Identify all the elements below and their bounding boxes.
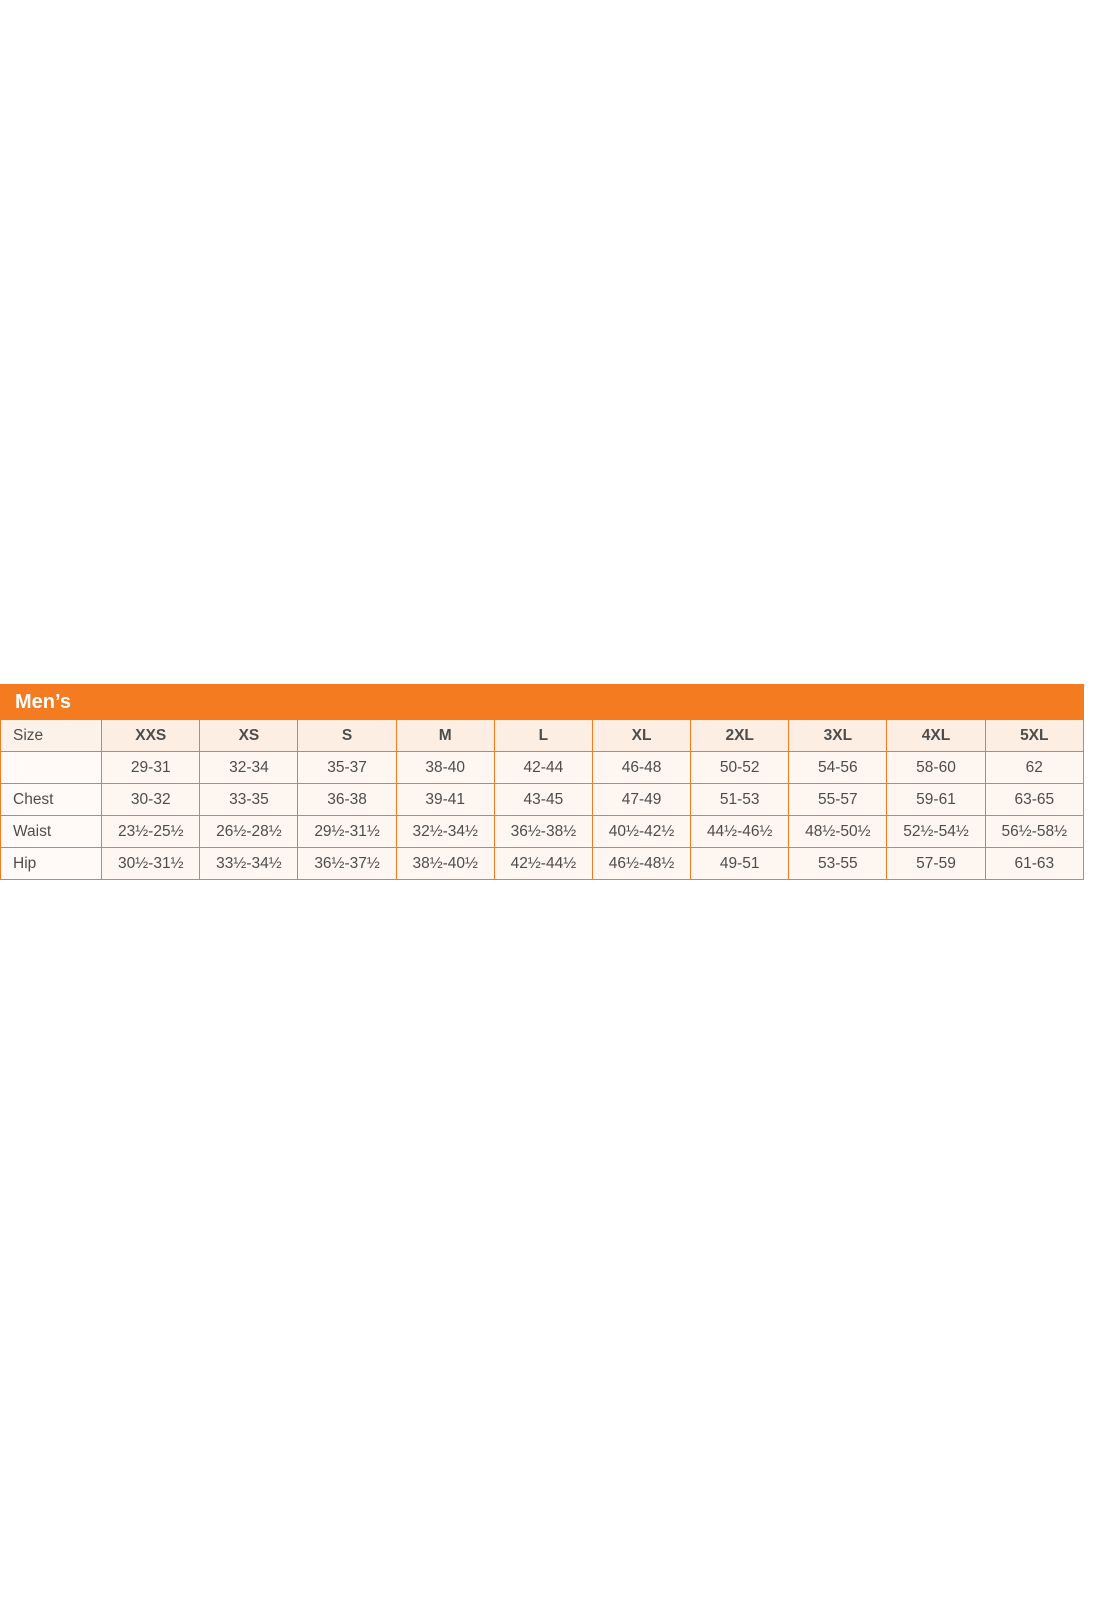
table-cell: 54-56 xyxy=(789,752,887,784)
table-cell: 38-40 xyxy=(396,752,494,784)
header-size-3xl: 3XL xyxy=(789,720,887,752)
table-cell: 35-37 xyxy=(298,752,396,784)
mens-size-chart-table xyxy=(0,684,1084,880)
table-cell: 49-51 xyxy=(691,848,789,880)
row-label xyxy=(1,752,102,784)
row-label: Waist xyxy=(1,816,102,848)
row-label: Hip xyxy=(1,848,102,880)
header-size-2xl: 2XL xyxy=(691,720,789,752)
table-cell: 46½-48½ xyxy=(592,848,690,880)
table-cell: 29-31 xyxy=(102,752,200,784)
table-cell: 32½-34½ xyxy=(396,816,494,848)
table-cell: 44½-46½ xyxy=(691,816,789,848)
header-size-s: S xyxy=(298,720,396,752)
table-cell: 56½-58½ xyxy=(985,816,1083,848)
table-cell: 63-65 xyxy=(985,784,1083,816)
table-title: Men’s xyxy=(1,685,1084,720)
table-cell: 52½-54½ xyxy=(887,816,985,848)
table-cell: 48½-50½ xyxy=(789,816,887,848)
table-cell: 43-45 xyxy=(494,784,592,816)
table-cell: 46-48 xyxy=(592,752,690,784)
table-cell: 38½-40½ xyxy=(396,848,494,880)
table-cell: 26½-28½ xyxy=(200,816,298,848)
table-cell: 40½-42½ xyxy=(592,816,690,848)
table-cell: 55-57 xyxy=(789,784,887,816)
table-row xyxy=(1,784,1084,816)
table-cell: 61-63 xyxy=(985,848,1083,880)
table-cell: 32-34 xyxy=(200,752,298,784)
table-cell: 30-32 xyxy=(102,784,200,816)
table-cell: 36½-38½ xyxy=(494,816,592,848)
table-cell: 42½-44½ xyxy=(494,848,592,880)
table-cell: 30½-31½ xyxy=(102,848,200,880)
table-cell: 59-61 xyxy=(887,784,985,816)
table-cell: 58-60 xyxy=(887,752,985,784)
table-cell: 62 xyxy=(985,752,1083,784)
table-cell: 53-55 xyxy=(789,848,887,880)
header-size-l: L xyxy=(494,720,592,752)
table-cell: 36½-37½ xyxy=(298,848,396,880)
table-cell: 47-49 xyxy=(592,784,690,816)
table-cell: 42-44 xyxy=(494,752,592,784)
table-cell: 33-35 xyxy=(200,784,298,816)
header-size-m: M xyxy=(396,720,494,752)
table-cell: 36-38 xyxy=(298,784,396,816)
header-size-xl: XL xyxy=(592,720,690,752)
table-cell: 50-52 xyxy=(691,752,789,784)
row-label: Chest xyxy=(1,784,102,816)
header-corner-label: Size xyxy=(1,720,102,752)
table-row xyxy=(1,816,1084,848)
table-cell: 39-41 xyxy=(396,784,494,816)
table-title-row xyxy=(1,685,1084,720)
header-size-4xl: 4XL xyxy=(887,720,985,752)
table-cell: 57-59 xyxy=(887,848,985,880)
header-size-xxs: XXS xyxy=(102,720,200,752)
table-row xyxy=(1,848,1084,880)
header-size-5xl: 5XL xyxy=(985,720,1083,752)
table-header-row xyxy=(1,720,1084,752)
size-chart-container xyxy=(0,684,1084,880)
table-row xyxy=(1,752,1084,784)
table-cell: 29½-31½ xyxy=(298,816,396,848)
table-cell: 23½-25½ xyxy=(102,816,200,848)
table-cell: 51-53 xyxy=(691,784,789,816)
header-size-xs: XS xyxy=(200,720,298,752)
table-cell: 33½-34½ xyxy=(200,848,298,880)
